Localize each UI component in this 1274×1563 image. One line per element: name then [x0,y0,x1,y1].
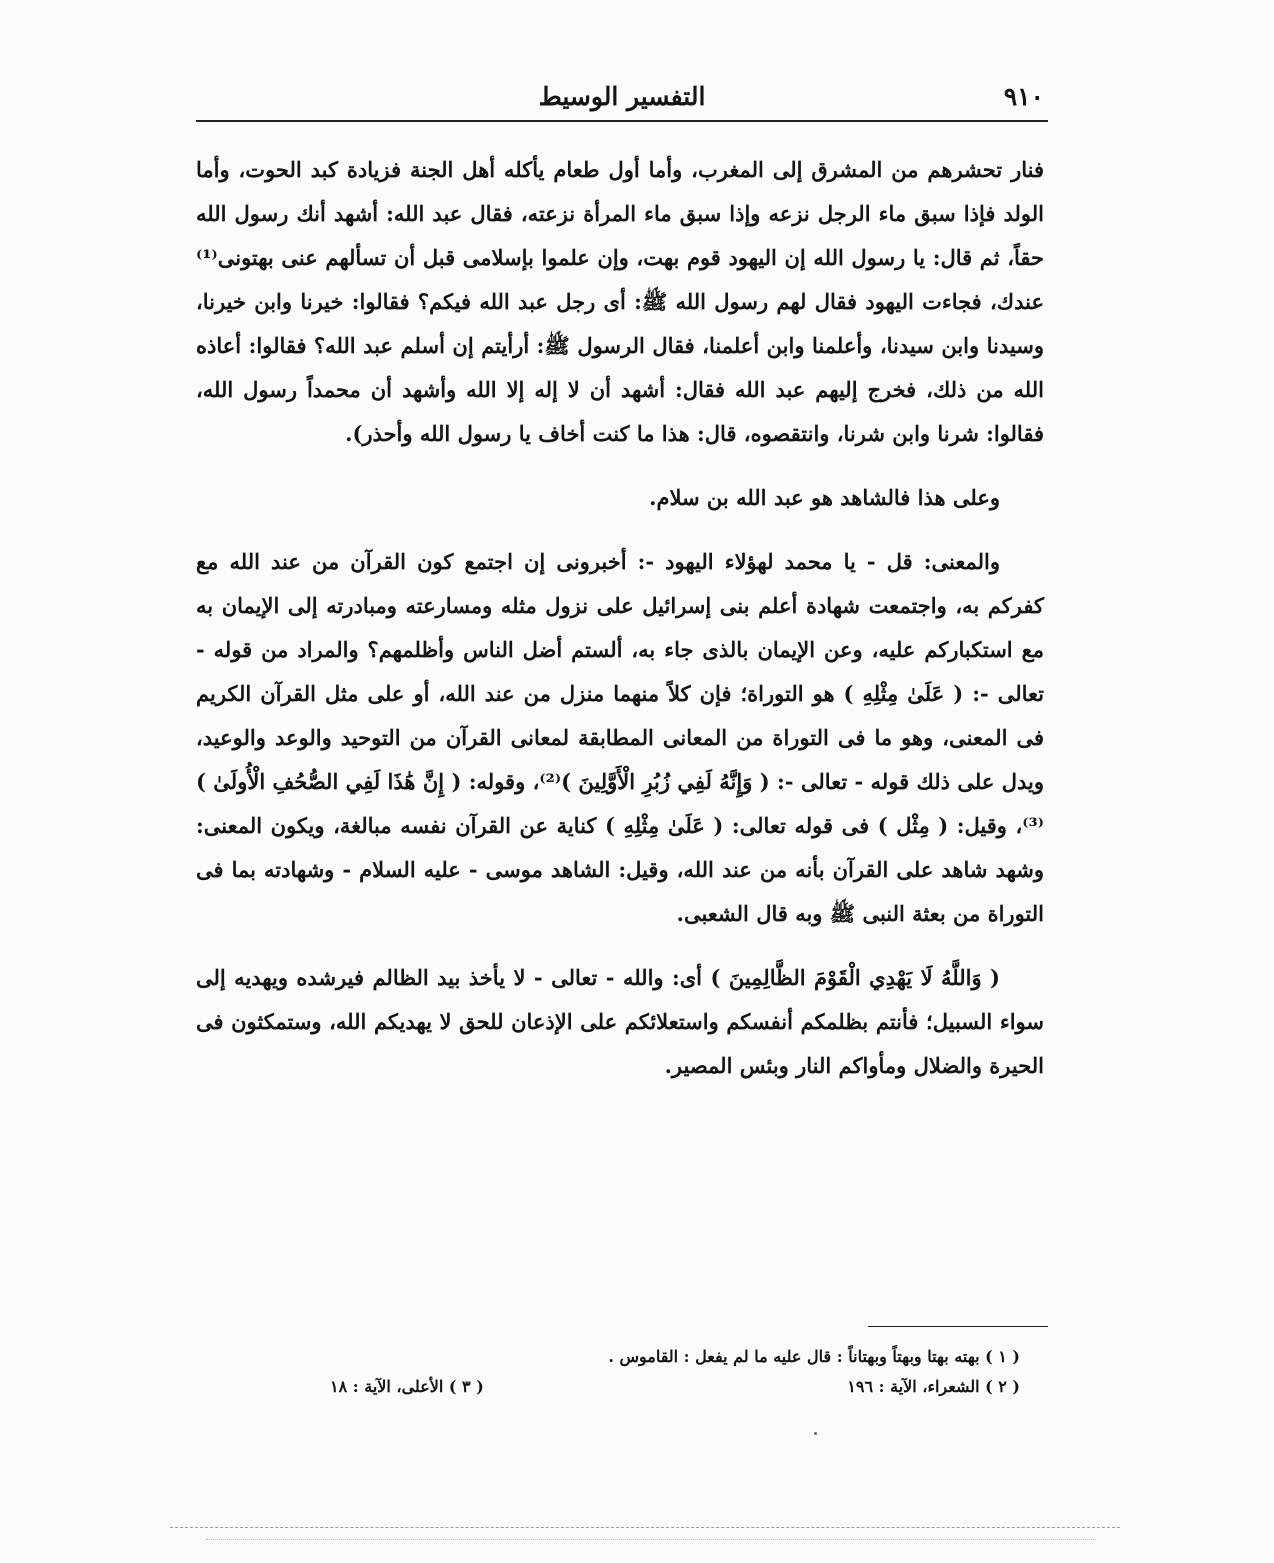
scan-edge-line [170,1527,1120,1528]
footnote-3: ( ٣ ) الأعلى، الآية : ١٨ [330,1377,484,1396]
paragraph-hadith: فنار تحشرهم من المشرق إلى المغرب، وأما أول طعام يأكله أهل الجنة فزيادة كبد الحوت، وأما الولد فإذا سبق ماء الرجل نزعه وإذا سبق ماء المرأة نزعته، فقال عبد الله: أشهد أنك رسول الله حقاً، ثم قال: يا رسول الله إن اليهود قوم بهت، وإن علموا بإسلامى قبل أن تسألهم عنى بهتونى⁽¹⁾ عندك، فجاءت اليهود فقال لهم رسول الله ﷺ: أى رجل عبد الله فيكم؟ فقالوا: خيرنا وابن خيرنا، وسيدنا وابن سيدنا، وأعلمنا وابن أعلمنا، فقال الرسول ﷺ: أرأيتم إن أسلم عبد الله؟ فقالوا: أعاذه الله من ذلك، فخرج إليهم عبد الله فقال: أشهد أن لا إله إلا الله وأشهد أن محمداً رسول الله، فقالوا: شرنا وابن شرنا، وانتقصوه، قال: هذا ما كنت أخاف يا رسول الله وأحذر). [196,157,1044,446]
footnote-row-2 [330,1372,1020,1402]
footnote-1: ( ١ ) بهته بهتا وبهتاً وبهتاناً : قال عليه ما لم يفعل : القاموس . [608,1347,1020,1366]
paragraph-meaning: والمعنى: قل - يا محمد لهؤلاء اليهود -: أخبرونى إن اجتمع كون القرآن من عند الله مع كفركم به، واجتمعت شهادة أعلم بنى إسرائيل على نزول مثله ومسارعته ومبادرته إلى الإيمان به مع استكباركم عليه، وعن الإيمان بالذى جاء به، ألستم أضل الناس وأظلمهم؟ والمراد من قوله - تعالى -: ( عَلَىٰ مِثْلِهِ ) هو التوراة؛ فإن كلاً منهما منزل من عند الله، أو على مثل القرآن الكريم فى المعنى، وهو ما فى التوراة من المعانى المطابقة لمعانى القرآن من التوحيد والوعد والوعيد، ويدل على ذلك قوله - تعالى -: ( وَإِنَّهُ لَفِي زُبُرِ الْأَوَّلِينَ )⁽²⁾، وقوله: ( إِنَّ هَٰذَا لَفِي الصُّحُفِ الْأُولَىٰ )⁽³⁾، وقيل: ( مِثْل ) فى قوله تعالى: ( عَلَىٰ مِثْلِهِ ) كناية عن القرآن نفسه مبالغة، ويكون المعنى: وشهد شاهد على القرآن بأنه من عند الله، وقيل: الشاهد موسى - عليه السلام - وشهادته بما فى التوراة من بعثة النبى ﷺ وبه قال الشعبى. [196,549,1044,926]
footnote-row-1 [330,1342,1020,1372]
page-header [196,78,1048,120]
header-rule [196,120,1048,122]
paragraph-guidance: ( وَاللَّهُ لَا يَهْدِي الْقَوْمَ الظَّالِمِينَ ) أى: والله - تعالى - لا يأخذ بيد الظالم فيرشده ويهديه إلى سواء السبيل؛ فأنتم بظلمكم أنفسكم واستعلائكم على الإذعان للحق لا يهديكم الله، وستمكثون فى الحيرة والضلال ومأواكم النار وبئس المصير. [196,965,1044,1078]
scan-speck [814,1432,817,1435]
footnote-rule [868,1326,1048,1327]
scan-edge-line-2 [206,1539,1096,1540]
paragraph-witness: وعلى هذا فالشاهد هو عبد الله بن سلام. [649,485,1000,510]
footnotes [330,1342,1020,1402]
page-number: ٩١٠ [1003,82,1044,111]
footnote-2: ( ٢ ) الشعراء، الآية : ١٩٦ [847,1377,1020,1396]
body-text [196,148,1044,1088]
running-title: التفسير الوسيط [538,82,706,111]
